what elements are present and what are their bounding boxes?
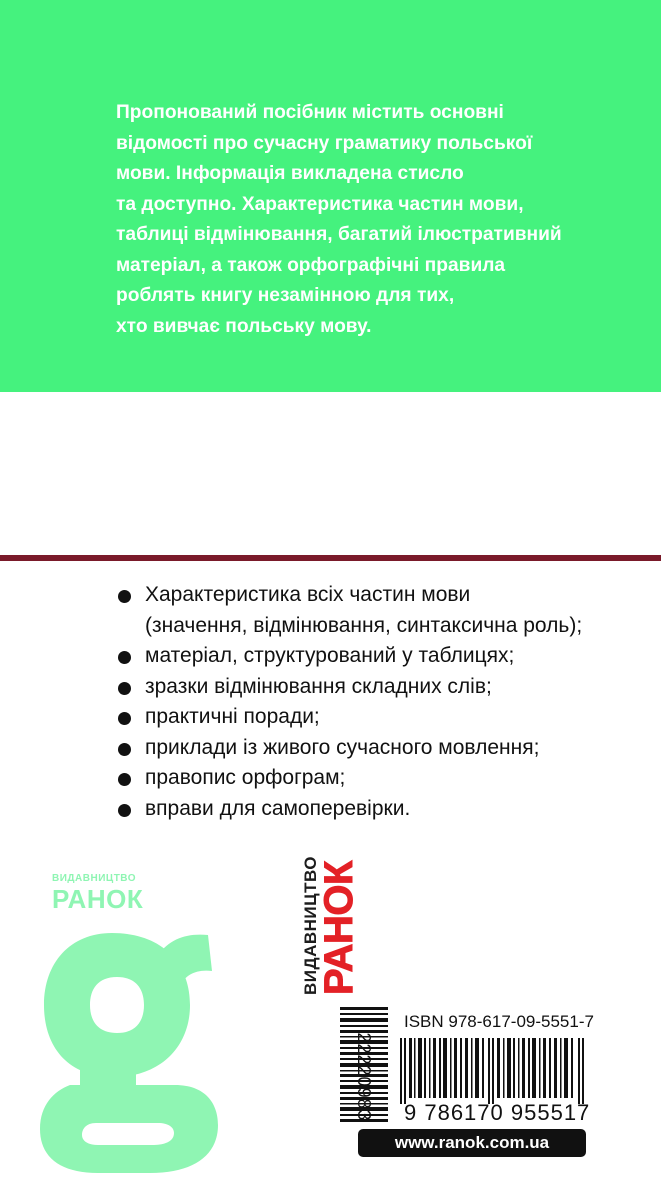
feature-text: Характеристика всіх частин мови bbox=[145, 583, 471, 606]
feature-text: правопис орфограм; bbox=[145, 766, 346, 789]
divider-rule bbox=[0, 555, 661, 561]
publisher-word: ВИДАВНИЦТВО bbox=[52, 873, 137, 884]
big-g-logo bbox=[40, 925, 220, 1175]
feature-item bbox=[118, 733, 582, 764]
publisher-name: РАНОК bbox=[317, 861, 361, 995]
feature-item bbox=[118, 702, 582, 733]
blurb-line: та доступно. Характеристика частин мови, bbox=[116, 193, 524, 215]
website-url[interactable]: www.ranok.com.ua bbox=[358, 1129, 586, 1157]
feature-text: вправи для самоперевірки. bbox=[145, 796, 411, 820]
isbn-label: ISBN 978-617-09-5551-7 bbox=[404, 1012, 594, 1031]
bullet-icon bbox=[118, 804, 131, 817]
feature-text: матеріал, структурований у таблицях; bbox=[145, 644, 515, 667]
feature-item bbox=[118, 641, 582, 672]
feature-item bbox=[118, 763, 582, 794]
publisher-logo-vertical bbox=[302, 795, 372, 995]
barcode-digits: 9 786170 955517 bbox=[404, 1100, 591, 1125]
addon-digits: 2222098З bbox=[354, 1032, 374, 1122]
blurb-line: таблиці відмінювання, багатий ілюстративний bbox=[116, 224, 562, 245]
publisher-name: РАНОК bbox=[52, 884, 144, 914]
feature-text: зразки відмінювання складних слів; bbox=[145, 674, 492, 698]
publisher-word: ВИДАВНИЦТВО bbox=[301, 855, 320, 995]
feature-text: (значення, відмінювання, синтаксична роль); bbox=[145, 613, 583, 637]
feature-text: приклади із живого сучасного мовлення; bbox=[145, 735, 540, 759]
blurb-text bbox=[116, 98, 636, 342]
bullet-icon bbox=[118, 743, 131, 756]
blurb-line: мови. Інформація викладена стисло bbox=[116, 163, 464, 184]
bullet-icon bbox=[118, 682, 131, 695]
feature-text: практичні поради; bbox=[145, 705, 320, 728]
bullet-icon bbox=[118, 651, 131, 664]
blurb-line: Пропонований посібник містить основні bbox=[116, 102, 504, 123]
blurb-line: роблять книгу незамінною для тих, bbox=[116, 285, 455, 306]
feature-item bbox=[118, 580, 582, 641]
publisher-logo-small bbox=[52, 874, 143, 912]
blurb-line: відомості про сучасну граматику польської bbox=[116, 132, 533, 154]
isbn-barcode bbox=[400, 1038, 586, 1104]
feature-list bbox=[118, 580, 582, 824]
blurb-line: матеріал, а також орфографічні правила bbox=[116, 254, 506, 276]
bullet-icon bbox=[118, 590, 131, 603]
blurb-line: хто вивчає польську мову. bbox=[116, 315, 372, 337]
feature-item bbox=[118, 672, 582, 703]
bullet-icon bbox=[118, 773, 131, 786]
bullet-icon bbox=[118, 712, 131, 725]
